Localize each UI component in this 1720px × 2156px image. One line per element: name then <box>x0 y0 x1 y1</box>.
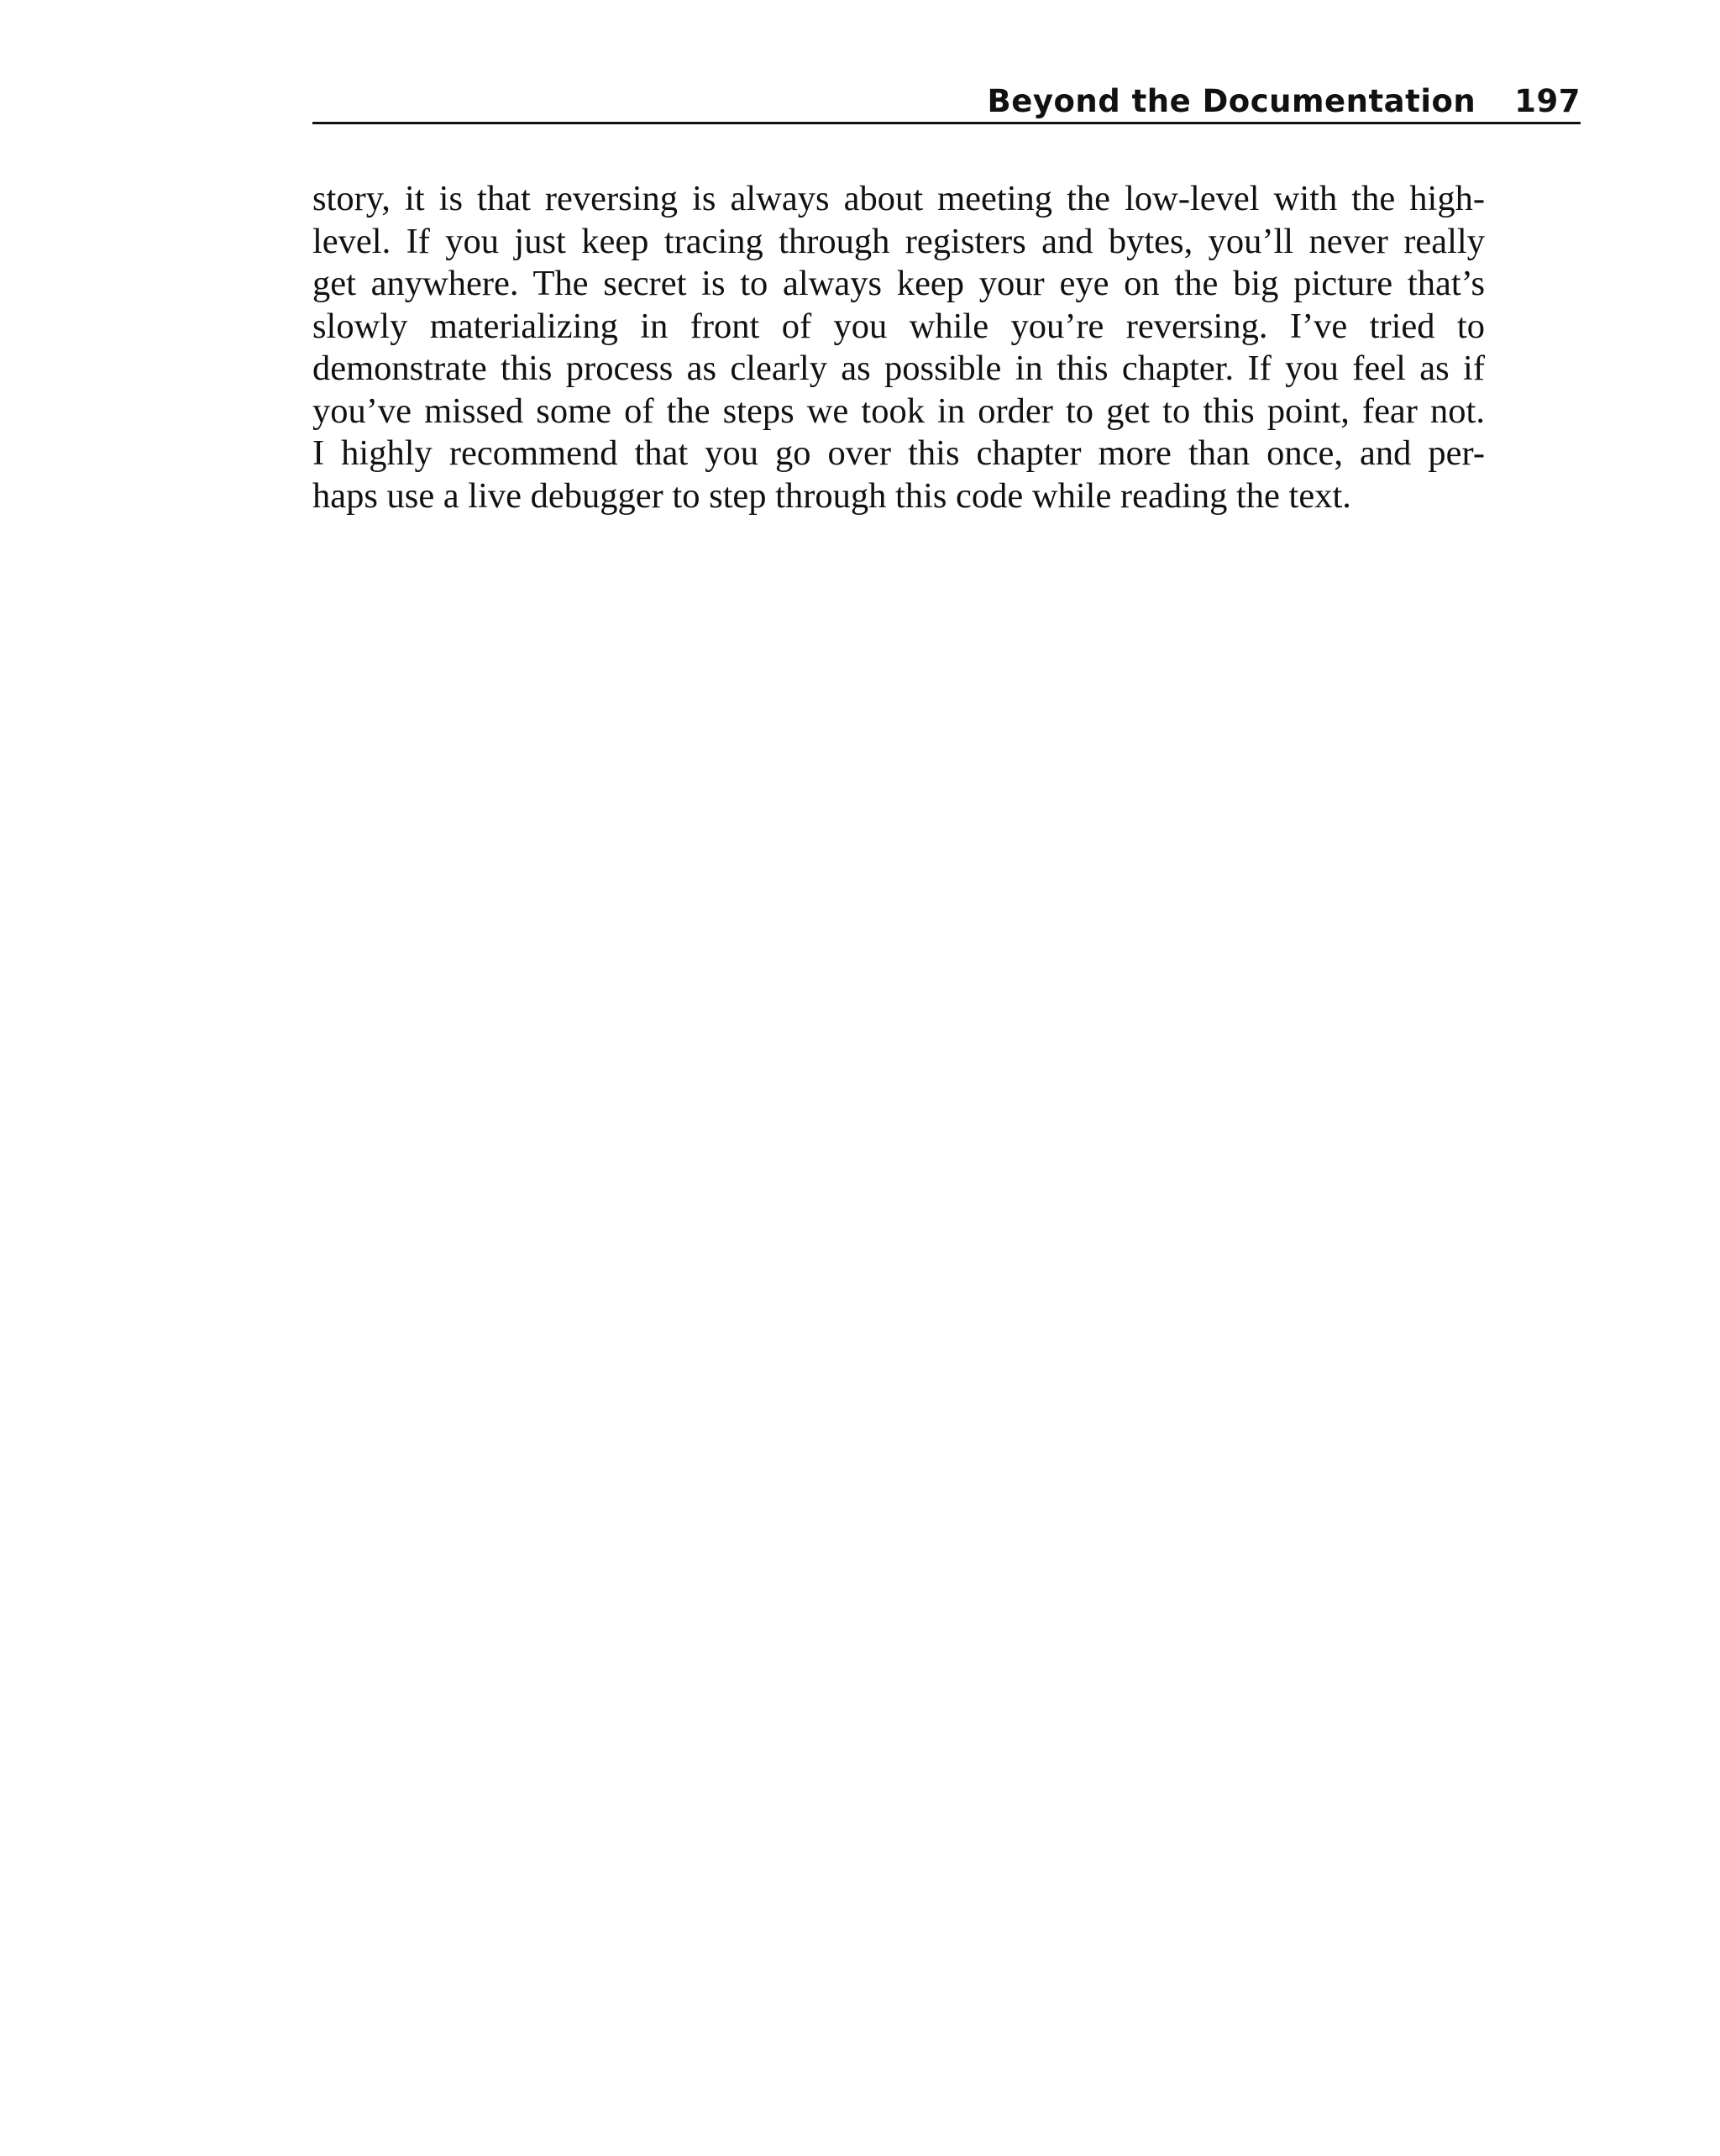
running-title: Beyond the Documentation <box>987 83 1476 119</box>
page-number: 197 <box>1514 83 1581 119</box>
paragraph-line: I highly recommend that you go over this chapter more than once, and per- <box>312 433 1485 473</box>
paragraph-line: haps use a live debugger to step through this code while reading the text. <box>312 475 1351 516</box>
running-header <box>312 81 1581 124</box>
paragraph-line: level. If you just keep tracing through registers and bytes, you’ll never really <box>312 221 1485 261</box>
paragraph-line: slowly materializing in front of you while you’re reversing. I’ve tried to <box>312 306 1485 346</box>
body-paragraph <box>312 178 1485 517</box>
paragraph-line: you’ve missed some of the steps we took in order to get to this point, fear not. <box>312 391 1485 431</box>
paragraph-line: story, it is that reversing is always about meeting the low-level with the high- <box>312 179 1485 218</box>
paragraph-line: demonstrate this process as clearly as possible in this chapter. If you feel as if <box>312 349 1485 388</box>
paragraph-line: get anywhere. The secret is to always keep your eye on the big picture that’s <box>312 264 1485 303</box>
